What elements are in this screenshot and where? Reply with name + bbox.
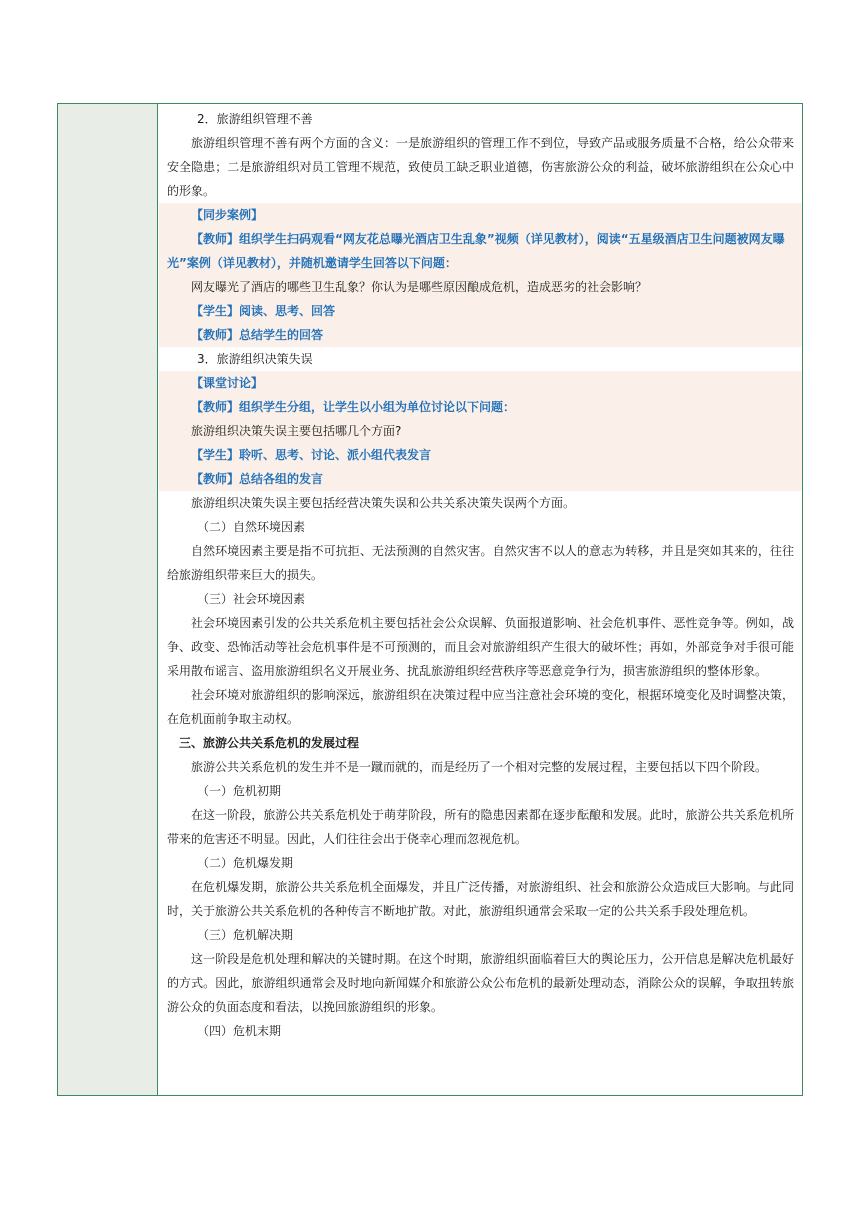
table-left-column — [58, 104, 158, 1095]
subheading: （三）社会环境因素 — [197, 592, 306, 606]
paragraph: 在危机爆发期，旅游公共关系危机全面爆发，并且广泛传播，对旅游组织、社会和旅游公众造成巨大影响。与此同时，关于旅游公共关系危机的各种传言不断地扩散。对此，旅游组织通常会采取一定的公共关系手段处理危机。 — [167, 880, 794, 918]
lesson-table — [57, 103, 803, 1096]
case-block — [159, 203, 802, 347]
subheading: （二）自然环境因素 — [197, 520, 306, 534]
paragraph: 社会环境对旅游组织的影响深远，旅游组织在决策过程中应当注意社会环境的变化，根据环境变化及时调整决策，在危机面前争取主动权。 — [167, 688, 794, 726]
teacher-task: 【教师】组织学生分组，让学生以小组为单位讨论以下问题： — [191, 400, 516, 414]
student-activity: 【学生】聆听、思考、讨论、派小组代表发言 — [191, 448, 432, 462]
paragraph: 这一阶段是危机处理和解决的关键时期。在这个时期，旅游组织面临着巨大的舆论压力，公开信息是解决危机最好的方式。因此，旅游组织通常会及时地向新闻媒介和旅游公众公布危机的最新处理动态，消除公众的误解，争取扭转旅游公众的负面态度和看法，以挽回旅游组织的形象。 — [167, 952, 794, 1014]
paragraph: 在这一阶段，旅游公共关系危机处于萌芽阶段，所有的隐患因素都在逐步酝酿和发展。此时，旅游公共关系危机所带来的危害还不明显。因此，人们往往会出于侥幸心理而忽视危机。 — [167, 808, 794, 846]
subheading: （四）危机末期 — [197, 1024, 282, 1038]
subheading: （二）危机爆发期 — [197, 856, 294, 870]
discussion-question: 旅游组织决策失误主要包括哪几个方面? — [191, 424, 402, 438]
discussion-label: 【课堂讨论】 — [191, 376, 264, 390]
paragraph: 旅游组织决策失误主要包括经营决策失误和公共关系决策失误两个方面。 — [191, 496, 576, 510]
discussion-block — [159, 371, 802, 491]
section-heading: 三、旅游公共关系危机的发展过程 — [179, 736, 360, 750]
teacher-summary: 【教师】总结学生的回答 — [191, 328, 324, 342]
table-content-cell — [159, 104, 802, 1095]
paragraph: 旅游公共关系危机的发生并不是一蹴而就的，而是经历了一个相对完整的发展过程，主要包括以下四个阶段。 — [191, 760, 768, 774]
paragraph: 社会环境因素引发的公共关系危机主要包括社会公众误解、负面报道影响、社会危机事件、恶性竞争等。例如，战争、政变、恐怖活动等社会危机事件是不可预测的，而且会对旅游组织产生很大的破坏性；再如，外部竞争对手很可能采用散布谣言、盗用旅游组织名义开展业务、扰乱旅游组织经营秩序等恶意竞争行为，损害旅游组织的整体形象。 — [167, 616, 794, 678]
subheading: （三）危机解决期 — [197, 928, 294, 942]
subheading: （一）危机初期 — [197, 784, 282, 798]
case-label: 【同步案例】 — [191, 208, 264, 222]
subsection-title: 2．旅游组织管理不善 — [197, 112, 313, 126]
case-question: 网友曝光了酒店的哪些卫生乱象？你认为是哪些原因酿成危机，造成恶劣的社会影响？ — [191, 280, 648, 294]
subsection-title: 3．旅游组织决策失误 — [197, 352, 313, 366]
paragraph: 自然环境因素主要是指不可抗拒、无法预测的自然灾害。自然灾害不以人的意志为转移，并且是突如其来的，往往给旅游组织带来巨大的损失。 — [167, 544, 794, 582]
student-activity: 【学生】阅读、思考、回答 — [191, 304, 336, 318]
paragraph: 旅游组织管理不善有两个方面的含义：一是旅游组织的管理工作不到位，导致产品或服务质量不合格，给公众带来安全隐患；二是旅游组织对员工管理不规范，致使员工缺乏职业道德，伤害旅游公众的利益，破坏旅游组织在公众心中的形象。 — [167, 136, 794, 198]
teacher-task: 【教师】组织学生扫码观看“网友花总曝光酒店卫生乱象”视频（详见教材），阅读“五星级酒店卫生问题被网友曝光”案例（详见教材），并随机邀请学生回答以下问题： — [167, 232, 785, 270]
teacher-summary: 【教师】总结各组的发言 — [191, 472, 324, 486]
